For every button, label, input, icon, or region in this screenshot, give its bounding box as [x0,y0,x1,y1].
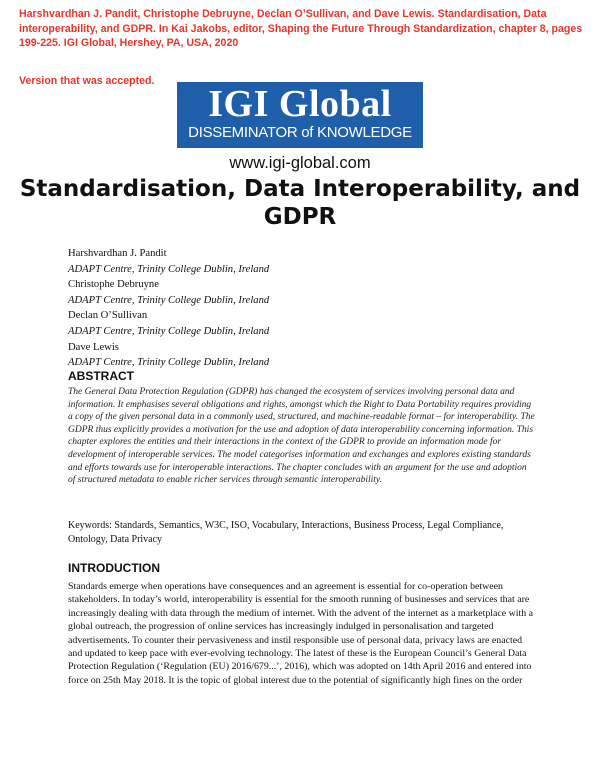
author-name: Declan O’Sullivan [68,310,148,322]
version-note: Version that was accepted. [19,75,155,87]
publisher-url: www.igi-global.com [229,154,371,172]
introduction-text: Standards emerge when operations have consequences and an agreement is essential for co-operation between stakeholders. In today’s world, interoperability is essential for the smooth running of businesses and services that are increasingly dealing with data through the medium of internet. With the advent of the internet as a marketplace with a global outreach, the progression of online services has increasingly indulged in personalisation and targeted advertisements. To counter their pervasiveness and instil responsible use of personal data, privacy laws are enacted and updated to keep pace with ever-evolving technology. The latest of these is the European Council’s General Data Protection Regulation (‘Regulation (EU) 2016/679...’, 2016), which was adopted on 14th April 2016 and entered into force on 25th May 2018. It is the topic of global interest due to the potential of significantly high fines on the order [68,581,534,686]
logo-tagline: DISSEMINATOR of KNOWLEDGE [188,124,412,141]
author-name: Harshvardhan J. Pandit [68,248,167,259]
author-name: Dave Lewis [68,341,119,353]
author-name: Christophe Debruyne [68,279,159,291]
author-list [68,246,269,371]
paper-title: Standardisation, Data Interoperability, and GDPR [19,176,581,230]
citation-header: Harshvardhan J. Pandit, Christophe Debruyne, Declan O’Sullivan, and Dave Lewis. Standardisation, Data interoperability, and GDPR. In Kai Jakobs, editor, Shaping the Future Through Standardization, chapter 8, pages 199-225. IGI Global, Hershey, PA, USA, 2020 [19,8,583,49]
keywords: Keywords: Standards, Semantics, W3C, ISO, Vocabulary, Interactions, Business Process, Legal Compliance, Ontology, Data Privacy [68,520,504,545]
abstract-text: The General Data Protection Regulation (GDPR) has changed the ecosystem of services involving personal data and information. It emphasises several obligations and rights, amongst which the Right to Data Portability requires providing a copy of the given personal data in a commonly used, structured, and machine-readable format – for interoperability. The GDPR thus explicitly provides a motivation for the use and adoption of data interoperability concerning information. This chapter explores the entities and their interactions in the context of the GDPR to provide an information mode for development of interoperable services. The model categorises information and exchanges and explores existing standards and efforts towards use for interoperable interactions. The chapter concludes with an argument for the use and adoption of structured metadata to enable richer services through semantic interoperability. [68,387,535,486]
abstract-heading: ABSTRACT [68,369,134,383]
publisher-logo [177,82,423,148]
introduction-heading: INTRODUCTION [68,561,160,575]
author-affiliation: ADAPT Centre, Trinity College Dublin, Ireland [68,294,270,306]
author-affiliation: ADAPT Centre, Trinity College Dublin, Ireland [68,357,270,369]
logo-name: IGI Global [208,83,392,125]
author-affiliation: ADAPT Centre, Trinity College Dublin, Ireland [68,263,270,275]
author-affiliation: ADAPT Centre, Trinity College Dublin, Ireland [68,325,270,337]
